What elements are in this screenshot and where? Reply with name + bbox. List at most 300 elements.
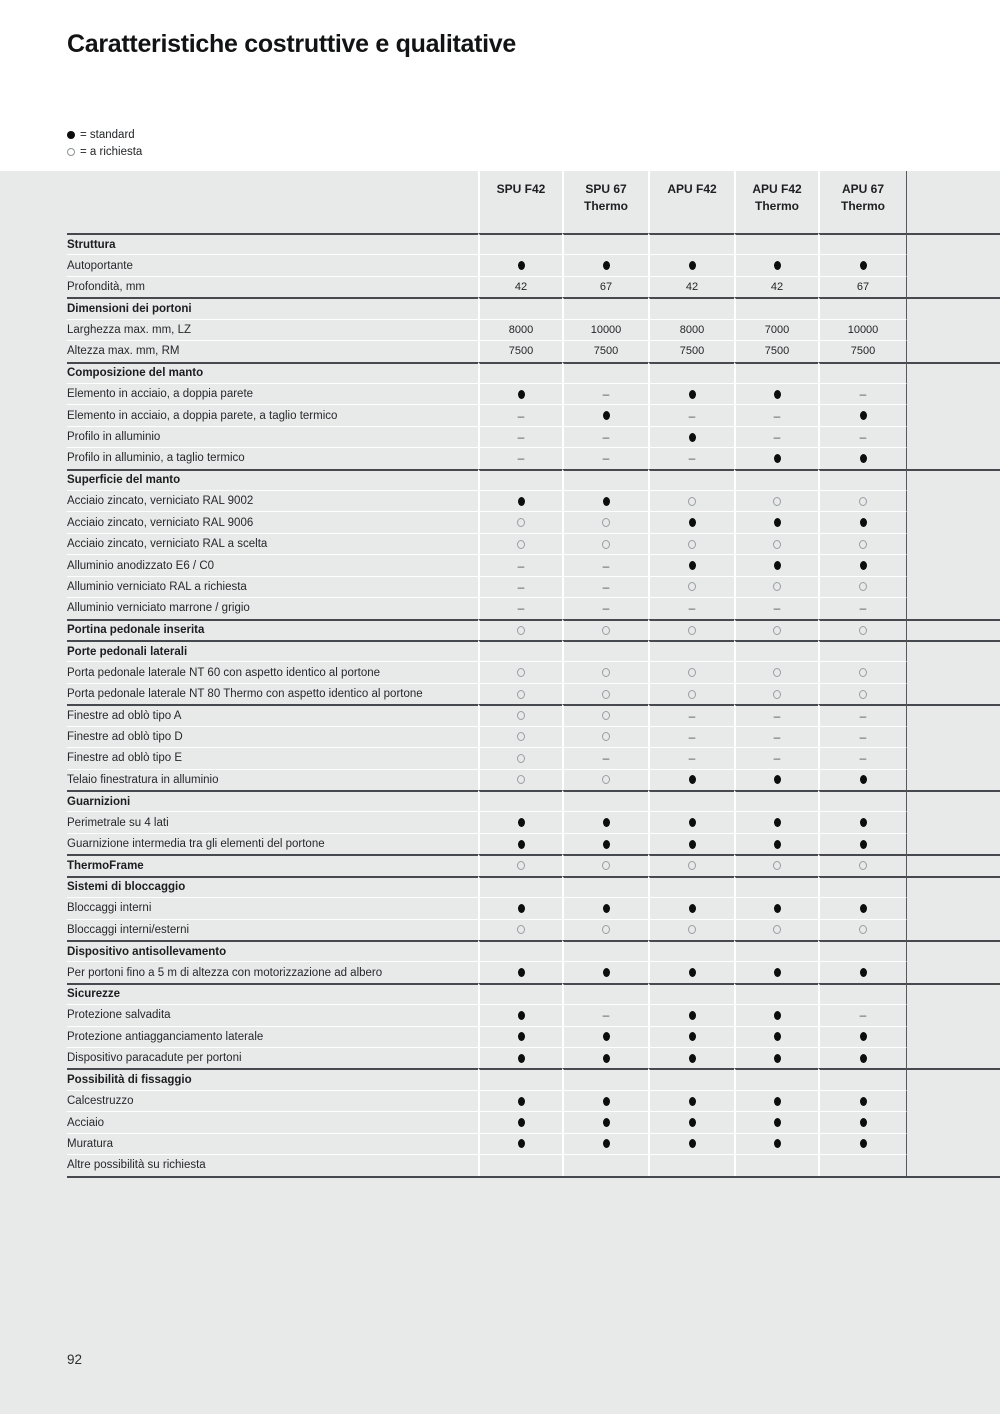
empty-cell [906,447,1000,468]
filled-dot-icon [689,1032,696,1041]
filled-dot-icon [689,433,696,442]
value-cell [734,383,818,404]
value-cell [818,1004,906,1025]
value-cell [818,683,906,704]
value-cell [818,876,906,897]
value-number: 10000 [847,323,879,336]
filled-dot-icon [774,561,781,570]
value-cell [818,597,906,618]
filled-dot-icon [860,1032,867,1041]
value-cell [478,597,562,618]
value-cell [562,897,648,918]
table-row [67,1133,1000,1154]
filled-dot-icon [603,1032,610,1041]
open-circle-icon [517,518,525,527]
value-cell [734,597,818,618]
empty-cell [906,876,1000,897]
filled-dot-icon [774,454,781,463]
value-number: 10000 [590,323,622,336]
empty-cell [906,919,1000,940]
value-cell [734,747,818,768]
section-row [67,983,1000,1004]
dash-icon: – [773,430,781,444]
value-cell [734,640,818,661]
open-circle-icon [688,925,696,934]
row-label: Acciaio zincato, verniciato RAL a scelta [67,533,478,554]
empty-cell [906,597,1000,618]
dash-icon: – [688,729,696,744]
row-label: Profilo in alluminio [67,426,478,447]
value-cell [734,726,818,747]
filled-dot-icon [67,131,75,139]
value-cell [734,1133,818,1154]
empty-cell [906,854,1000,875]
value-cell [478,683,562,704]
open-circle-icon [602,925,610,934]
filled-dot-icon [518,968,525,977]
value-cell [818,983,906,1004]
open-circle-icon [773,582,781,591]
value-cell [478,854,562,875]
row-label: Muratura [67,1133,478,1154]
value-cell [818,404,906,425]
filled-dot-icon [603,1097,610,1106]
dash-icon: – [517,430,525,444]
value-cell [648,854,734,875]
value-cell [478,897,562,918]
table-row [67,1111,1000,1132]
value-cell [562,254,648,275]
value-cell [818,919,906,940]
value-cell [648,1047,734,1068]
open-circle-icon [773,668,781,677]
value-cell [562,319,648,340]
dash-icon: – [602,601,610,616]
filled-dot-icon [860,818,867,827]
dash-icon: – [688,601,696,616]
empty-cell [906,233,1000,254]
value-cell [562,811,648,832]
table-row [67,1154,1000,1175]
value-cell [648,769,734,790]
dash-icon: – [859,729,867,744]
filled-dot-icon [603,818,610,827]
value-cell [734,297,818,318]
filled-dot-icon [603,497,610,506]
value-cell [818,554,906,575]
value-cell [734,233,818,254]
empty-cell [906,404,1000,425]
open-circle-icon [517,626,525,635]
value-cell [562,1068,648,1089]
row-label: Protezione antiagganciamento laterale [67,1026,478,1047]
empty-cell [906,319,1000,340]
value-cell [478,1090,562,1111]
value-cell [734,1154,818,1175]
value-cell [648,383,734,404]
section-row-label: Composizione del manto [67,362,478,383]
section-row [67,297,1000,318]
section-row-label: Superficie del manto [67,469,478,490]
legend [67,126,142,160]
empty-cell [906,1047,1000,1068]
value-cell [648,1004,734,1025]
empty-cell [906,533,1000,554]
column-header [478,171,562,233]
open-circle-icon [517,754,525,763]
value-cell [562,447,648,468]
value-cell [818,447,906,468]
value-cell [562,426,648,447]
section-row-label: Dimensioni dei portoni [67,297,478,318]
value-cell [478,1133,562,1154]
value-cell [478,404,562,425]
value-cell [478,811,562,832]
empty-cell [906,661,1000,682]
filled-dot-icon [774,518,781,527]
value-cell [648,940,734,961]
open-circle-icon [773,861,781,870]
section-row [67,362,1000,383]
empty-cell [906,640,1000,661]
table-row [67,661,1000,682]
value-cell [818,1133,906,1154]
empty-cell [906,490,1000,511]
value-number: 67 [599,281,613,294]
section-row-label: Struttura [67,233,478,254]
table-row [67,533,1000,554]
value-cell [648,1133,734,1154]
legend-label: = a richiesta [80,145,143,158]
open-circle-icon [773,540,781,549]
empty-cell [906,983,1000,1004]
row-label: Profilo in alluminio, a taglio termico [67,447,478,468]
open-circle-icon [859,668,867,677]
table-row [67,404,1000,425]
dash-icon: – [602,387,610,402]
value-cell [734,619,818,640]
value-cell [562,362,648,383]
value-cell [478,1154,562,1175]
value-cell [734,362,818,383]
value-cell [562,619,648,640]
open-circle-icon [602,732,610,741]
value-cell [734,940,818,961]
value-cell [734,1068,818,1089]
value-cell [734,790,818,811]
value-cell [818,490,906,511]
value-cell [562,297,648,318]
value-cell [734,340,818,361]
dash-icon: – [859,430,867,444]
value-cell [734,961,818,982]
filled-dot-icon [689,775,696,784]
value-number: 7500 [850,345,876,358]
empty-cell [906,362,1000,383]
filled-dot-icon [689,518,696,527]
table-row [67,833,1000,854]
value-cell [818,769,906,790]
value-number: 8000 [679,323,705,336]
value-cell [562,747,648,768]
value-cell [818,340,906,361]
table-row [67,1004,1000,1025]
dash-icon: – [773,408,781,423]
open-circle-icon [517,775,525,784]
filled-dot-icon [689,1139,696,1148]
legend-item [67,126,142,143]
value-cell [648,597,734,618]
column-header-line1: APU F42 [667,182,717,196]
value-cell [818,426,906,447]
section-row-label: ThermoFrame [67,854,478,875]
value-cell [734,576,818,597]
table-row [67,769,1000,790]
filled-dot-icon [860,968,867,977]
row-label: Telaio finestratura in alluminio [67,769,478,790]
row-label: Per portoni fino a 5 m di altezza con motorizzazione ad albero [67,961,478,982]
value-cell [818,319,906,340]
table-row [67,276,1000,297]
value-cell [818,790,906,811]
dash-icon: – [859,708,867,723]
dash-icon: – [517,558,525,573]
value-cell [648,983,734,1004]
value-cell [734,490,818,511]
value-cell [818,811,906,832]
value-cell [648,961,734,982]
value-cell [648,833,734,854]
empty-cell [906,1133,1000,1154]
value-cell [648,704,734,725]
value-cell [648,1111,734,1132]
dash-icon: – [517,408,525,423]
filled-dot-icon [689,904,696,913]
value-cell [478,833,562,854]
dash-icon: – [688,451,696,466]
table-row [67,683,1000,704]
row-label: Acciaio zincato, verniciato RAL 9006 [67,511,478,532]
value-cell [478,1004,562,1025]
table-row [67,554,1000,575]
value-cell [478,297,562,318]
value-cell [734,854,818,875]
dash-icon: – [602,579,610,594]
value-number: 42 [770,281,784,294]
value-number: 8000 [508,323,534,336]
dash-icon: – [517,601,525,616]
dash-icon: – [773,751,781,766]
section-row [67,876,1000,897]
value-number: 7500 [593,345,619,358]
value-cell [562,790,648,811]
column-header-empty [906,171,1000,233]
filled-dot-icon [774,904,781,913]
table-row [67,383,1000,404]
value-cell [818,1154,906,1175]
value-cell [478,769,562,790]
table-background [0,171,1000,1414]
value-cell [734,769,818,790]
filled-dot-icon [774,1032,781,1041]
filled-dot-icon [689,261,696,270]
value-cell [478,383,562,404]
value-cell [562,340,648,361]
open-circle-icon [859,925,867,934]
section-row-label: Porte pedonali laterali [67,640,478,661]
value-cell [734,983,818,1004]
value-cell [562,1154,648,1175]
value-cell [562,1004,648,1025]
open-circle-icon [859,690,867,699]
row-label: Finestre ad oblò tipo A [67,704,478,725]
open-circle-icon [859,540,867,549]
value-cell [562,490,648,511]
open-circle-icon [602,690,610,699]
section-row [67,619,1000,640]
open-circle-icon [688,668,696,677]
section-row [67,790,1000,811]
row-label: Elemento in acciaio, a doppia parete, a taglio termico [67,404,478,425]
value-cell [478,533,562,554]
filled-dot-icon [860,1097,867,1106]
filled-dot-icon [518,497,525,506]
value-cell [818,661,906,682]
value-cell [562,876,648,897]
value-cell [818,640,906,661]
empty-cell [906,1026,1000,1047]
value-cell [562,1111,648,1132]
value-cell [734,1004,818,1025]
open-circle-icon [859,626,867,635]
value-cell [734,1026,818,1047]
open-circle-icon [859,861,867,870]
dash-icon: – [859,1008,867,1023]
value-cell [562,640,648,661]
value-cell [478,1026,562,1047]
value-cell [648,919,734,940]
value-cell [648,1026,734,1047]
section-row-label: Possibilità di fissaggio [67,1068,478,1089]
filled-dot-icon [518,390,525,399]
value-cell [818,233,906,254]
empty-cell [906,1111,1000,1132]
value-cell [734,833,818,854]
filled-dot-icon [603,261,610,270]
empty-cell [906,769,1000,790]
table-row [67,811,1000,832]
page-title: Caratteristiche costruttive e qualitative [67,30,516,58]
value-cell [478,319,562,340]
dash-icon: – [602,451,610,466]
dash-icon: – [773,708,781,723]
row-label: Dispositivo paracadute per portoni [67,1047,478,1068]
dash-icon: – [859,751,867,766]
filled-dot-icon [860,1139,867,1148]
empty-cell [906,704,1000,725]
value-cell [818,726,906,747]
filled-dot-icon [518,1032,525,1041]
value-cell [478,1047,562,1068]
row-label: Porta pedonale laterale NT 60 con aspetto identico al portone [67,661,478,682]
value-cell [648,683,734,704]
value-cell [648,1154,734,1175]
row-label: Altezza max. mm, RM [67,340,478,361]
value-cell [734,1090,818,1111]
open-circle-icon [517,925,525,934]
value-cell [648,426,734,447]
value-cell [648,233,734,254]
value-cell [562,854,648,875]
empty-cell [906,576,1000,597]
table-row [67,340,1000,361]
filled-dot-icon [774,1139,781,1148]
value-cell [734,876,818,897]
filled-dot-icon [689,1054,696,1063]
row-label: Porta pedonale laterale NT 80 Thermo con aspetto identico al portone [67,683,478,704]
value-cell [648,747,734,768]
filled-dot-icon [689,1118,696,1127]
table-body [67,233,1000,1178]
spec-table [67,171,1000,1178]
value-cell [478,790,562,811]
value-cell [818,833,906,854]
open-circle-icon [859,497,867,506]
open-circle-icon [688,497,696,506]
value-cell [478,469,562,490]
column-header [734,171,818,233]
open-circle-icon [688,540,696,549]
filled-dot-icon [518,1054,525,1063]
row-label: Alluminio verniciato RAL a richiesta [67,576,478,597]
column-header-spacer [67,171,478,233]
filled-dot-icon [774,1097,781,1106]
value-cell [818,1090,906,1111]
value-cell [478,1068,562,1089]
open-circle-icon [67,148,75,156]
value-cell [818,1026,906,1047]
filled-dot-icon [774,968,781,977]
value-cell [818,619,906,640]
empty-cell [906,1068,1000,1089]
open-circle-icon [773,626,781,635]
value-cell [562,276,648,297]
table-row [67,919,1000,940]
value-cell [478,961,562,982]
empty-cell [906,297,1000,318]
value-cell [648,447,734,468]
open-circle-icon [517,540,525,549]
value-cell [562,404,648,425]
empty-cell [906,726,1000,747]
table-row [67,897,1000,918]
table-header-row [67,171,1000,233]
empty-cell [906,683,1000,704]
value-cell [562,726,648,747]
filled-dot-icon [860,411,867,420]
value-cell [648,469,734,490]
row-label: Bloccaggi interni [67,897,478,918]
dash-icon: – [602,1008,610,1023]
value-cell [818,254,906,275]
value-cell [648,254,734,275]
value-number: 7500 [764,345,790,358]
value-cell [734,1111,818,1132]
value-cell [562,469,648,490]
dash-icon: – [688,708,696,723]
open-circle-icon [602,861,610,870]
filled-dot-icon [518,261,525,270]
